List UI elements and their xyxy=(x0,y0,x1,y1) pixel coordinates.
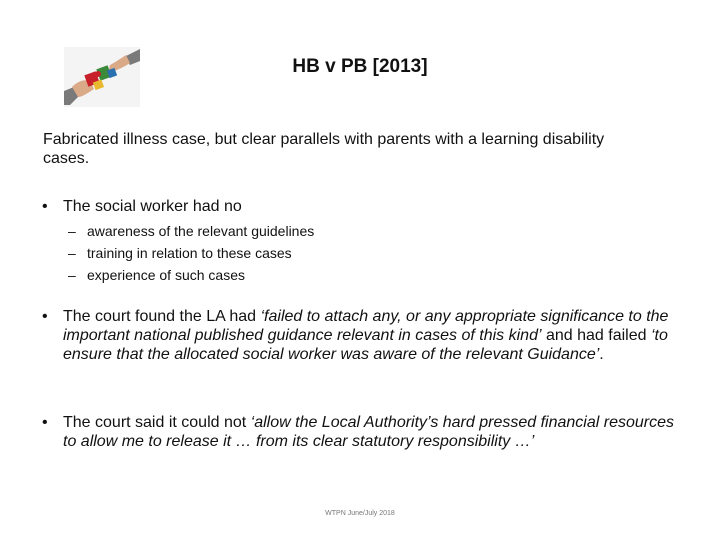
sub-bullet-item xyxy=(68,242,468,264)
sub-bullet-list xyxy=(68,220,468,286)
bullet-court-said xyxy=(42,413,682,451)
bullet-dot: • xyxy=(42,308,48,325)
sub-bullet-text: training in relation to these cases xyxy=(87,245,292,261)
footer-text: WTPN June/July 2018 xyxy=(325,510,395,517)
bullet-text: The social worker had no xyxy=(63,198,242,215)
bullet-dot: • xyxy=(42,414,48,431)
bullet-court-found xyxy=(42,307,682,364)
quote-text: ‘to ensure that the allocated social worker was aware of the relevant Guidance’ xyxy=(63,327,668,363)
sub-bullet-item xyxy=(68,220,468,242)
dash-symbol: – xyxy=(68,223,76,239)
bullet-text xyxy=(63,307,682,364)
bullet-text xyxy=(63,413,682,451)
text-prefix: The court said it could not xyxy=(63,414,251,431)
quote-text: ‘allow the Local Authority’s hard pressed financial resources to allow me to release it … from its clear statutory responsibility …’ xyxy=(63,414,674,450)
logo xyxy=(64,47,140,107)
bullet-social-worker xyxy=(42,197,682,216)
sub-bullet-text: experience of such cases xyxy=(87,267,245,283)
intro-paragraph: Fabricated illness case, but clear parallels with parents with a learning disability cases. xyxy=(43,131,605,167)
handshake-puzzle-icon xyxy=(64,47,140,107)
bullet-dot: • xyxy=(42,198,48,215)
text-prefix: The court found the LA had xyxy=(63,308,261,325)
slide-title: HB v PB [2013] xyxy=(292,56,428,77)
dash-symbol: – xyxy=(68,267,76,283)
dash-symbol: – xyxy=(68,245,76,261)
sub-bullet-item xyxy=(68,264,468,286)
text-middle: and had failed xyxy=(541,327,651,344)
quote-text: ‘failed to attach any, or any appropriate significance to the important national published guidance relevant in cases of this kind’ xyxy=(63,308,669,344)
sub-bullet-text: awareness of the relevant guidelines xyxy=(87,223,315,239)
text-suffix: . xyxy=(599,346,604,363)
